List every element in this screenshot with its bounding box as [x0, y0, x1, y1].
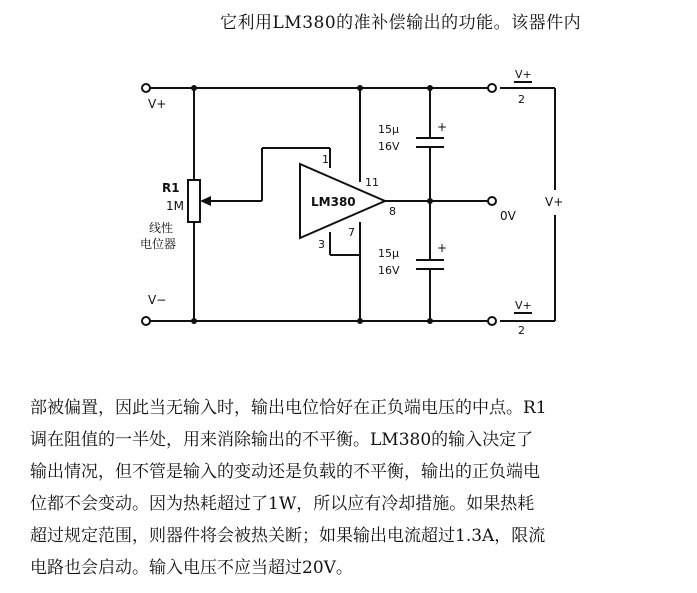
cap2-voltage-label: 16V [378, 264, 400, 277]
top-out-denominator: 2 [518, 93, 525, 106]
paragraph-line: 输出情况，但不管是输入的变动还是负载的不平衡，输出的正负端电 [30, 462, 540, 482]
junction-dot [357, 318, 363, 324]
potentiometer-body [188, 180, 200, 222]
zero-volt-terminal [488, 197, 496, 205]
body-paragraph [30, 392, 680, 584]
bottom-out-terminal [488, 317, 496, 325]
pin11-label: 11 [365, 176, 379, 189]
v-minus-terminal [142, 317, 150, 325]
r1-desc-line1: 线性 [149, 221, 174, 235]
pin1-label: 1 [322, 153, 329, 166]
paragraph-line: 超过规定范围，则器件将会被热关断；如果输出电流超过1.3A，限流 [30, 526, 546, 546]
paragraph-line: 调在阻值的一半处，用来消除输出的不平衡。LM380的输入决定了 [30, 430, 534, 450]
r1-name-label: R1 [162, 181, 180, 195]
junction-dot [191, 85, 197, 91]
junction-dot [427, 318, 433, 324]
junction-dot [357, 85, 363, 91]
cap2-value-label: 15μ [378, 247, 399, 260]
top-out-terminal [488, 84, 496, 92]
top-text-line: 它利用LM380的准补偿输出的功能。该器件内 [220, 13, 582, 33]
cap1-voltage-label: 16V [378, 140, 400, 153]
pin3-label: 3 [318, 238, 325, 251]
pin8-label: 8 [389, 205, 396, 218]
paragraph-line: 电路也会启动。输入电压不应当超过20V。 [30, 558, 353, 578]
v-minus-label: V− [148, 293, 167, 307]
junction-dot [191, 318, 197, 324]
cap1-value-label: 15μ [378, 123, 399, 136]
pin7-label: 7 [348, 226, 355, 239]
opamp-name-label: LM380 [311, 195, 356, 209]
bottom-out-numerator: V+ [515, 299, 532, 312]
v-plus-label: V+ [148, 97, 167, 111]
paragraph-line: 位都不会变动。因为热耗超过了1W，所以应有冷却措施。如果热耗 [30, 494, 535, 514]
wiper-arrow-icon [200, 196, 211, 206]
r1-desc-line2: 电位器 [140, 237, 177, 251]
junction-dot [427, 198, 433, 204]
junction-dot [427, 85, 433, 91]
paragraph-line: 部被偏置，因此当无输入时，输出电位恰好在正负端电压的中点。R1 [30, 398, 547, 418]
v-plus-terminal [142, 84, 150, 92]
bottom-out-denominator: 2 [518, 324, 525, 337]
top-out-numerator: V+ [515, 68, 532, 81]
cap1-plus-label: + [437, 120, 448, 134]
r1-value-label: 1M [166, 199, 184, 213]
right-voltage-label: V+ [545, 195, 564, 209]
zero-volt-label: 0V [500, 209, 516, 223]
cap2-plus-label: + [437, 241, 448, 255]
